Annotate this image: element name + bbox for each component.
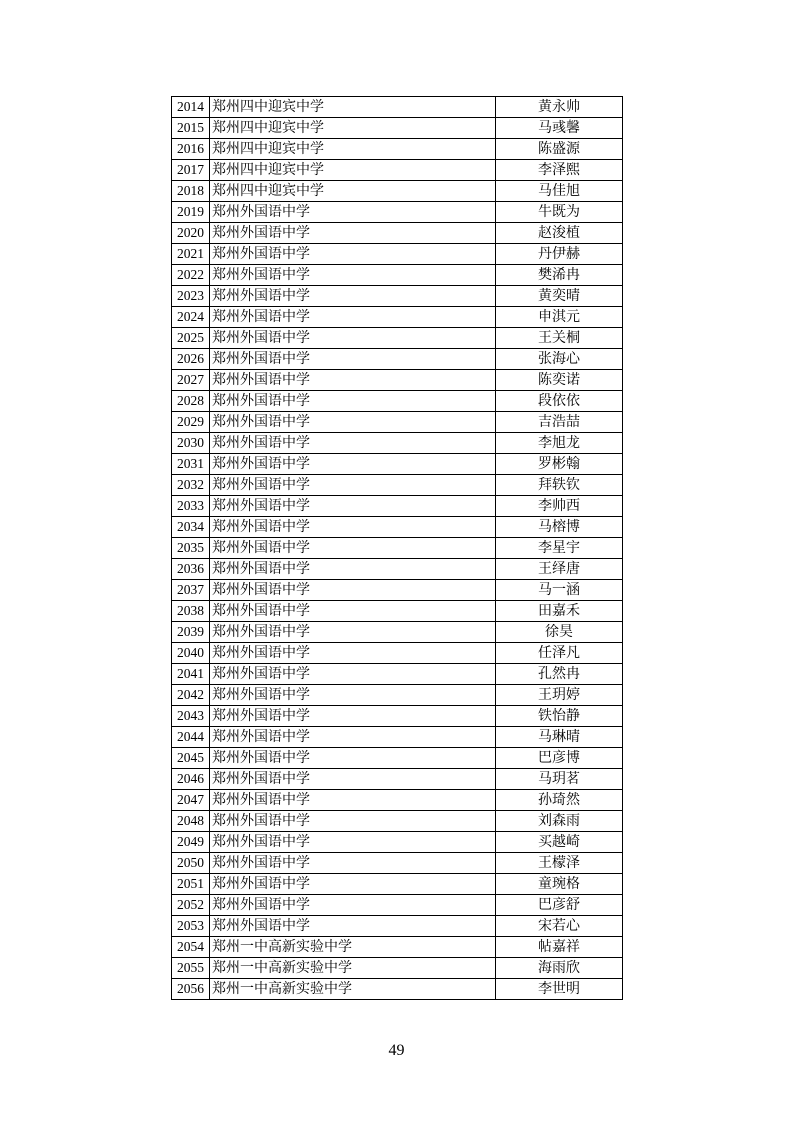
student-name-cell: 宋若心 bbox=[496, 916, 623, 937]
student-name-cell: 李星宇 bbox=[496, 538, 623, 559]
school-cell: 郑州外国语中学 bbox=[210, 727, 496, 748]
row-number-cell: 2025 bbox=[172, 328, 210, 349]
table-row bbox=[172, 139, 623, 160]
school-cell: 郑州一中高新实验中学 bbox=[210, 958, 496, 979]
table-row bbox=[172, 202, 623, 223]
table-row bbox=[172, 496, 623, 517]
student-name-cell: 李世明 bbox=[496, 979, 623, 1000]
school-cell: 郑州外国语中学 bbox=[210, 223, 496, 244]
school-cell: 郑州外国语中学 bbox=[210, 265, 496, 286]
table-row bbox=[172, 853, 623, 874]
school-cell: 郑州外国语中学 bbox=[210, 328, 496, 349]
row-number-cell: 2038 bbox=[172, 601, 210, 622]
school-cell: 郑州外国语中学 bbox=[210, 853, 496, 874]
student-name-cell: 王绎唐 bbox=[496, 559, 623, 580]
table-row bbox=[172, 559, 623, 580]
student-name-cell: 童琬格 bbox=[496, 874, 623, 895]
row-number-cell: 2014 bbox=[172, 97, 210, 118]
table-row bbox=[172, 601, 623, 622]
student-name-cell: 孙琦然 bbox=[496, 790, 623, 811]
student-name-cell: 陈盛源 bbox=[496, 139, 623, 160]
row-number-cell: 2032 bbox=[172, 475, 210, 496]
student-name-cell: 张海心 bbox=[496, 349, 623, 370]
student-name-cell: 拜轶钦 bbox=[496, 475, 623, 496]
row-number-cell: 2049 bbox=[172, 832, 210, 853]
row-number-cell: 2031 bbox=[172, 454, 210, 475]
school-cell: 郑州外国语中学 bbox=[210, 391, 496, 412]
student-name-cell: 申淇元 bbox=[496, 307, 623, 328]
student-name-cell: 牛既为 bbox=[496, 202, 623, 223]
row-number-cell: 2052 bbox=[172, 895, 210, 916]
table-row bbox=[172, 958, 623, 979]
student-name-cell: 王玥婷 bbox=[496, 685, 623, 706]
student-name-cell: 任泽凡 bbox=[496, 643, 623, 664]
row-number-cell: 2050 bbox=[172, 853, 210, 874]
school-cell: 郑州外国语中学 bbox=[210, 307, 496, 328]
page-number: 49 bbox=[388, 1042, 405, 1059]
table-row bbox=[172, 580, 623, 601]
table-row bbox=[172, 811, 623, 832]
table-row bbox=[172, 97, 623, 118]
table-row bbox=[172, 664, 623, 685]
student-name-cell: 黄永帅 bbox=[496, 97, 623, 118]
student-name-cell: 海雨欣 bbox=[496, 958, 623, 979]
row-number-cell: 2030 bbox=[172, 433, 210, 454]
student-name-cell: 刘森雨 bbox=[496, 811, 623, 832]
table-row bbox=[172, 769, 623, 790]
table-row bbox=[172, 727, 623, 748]
row-number-cell: 2029 bbox=[172, 412, 210, 433]
table-row bbox=[172, 475, 623, 496]
school-cell: 郑州外国语中学 bbox=[210, 454, 496, 475]
student-name-cell: 王关桐 bbox=[496, 328, 623, 349]
student-name-cell: 巴彦博 bbox=[496, 748, 623, 769]
school-cell: 郑州外国语中学 bbox=[210, 349, 496, 370]
row-number-cell: 2043 bbox=[172, 706, 210, 727]
row-number-cell: 2017 bbox=[172, 160, 210, 181]
school-cell: 郑州外国语中学 bbox=[210, 559, 496, 580]
table-row bbox=[172, 748, 623, 769]
school-cell: 郑州四中迎宾中学 bbox=[210, 97, 496, 118]
school-cell: 郑州一中高新实验中学 bbox=[210, 979, 496, 1000]
school-cell: 郑州外国语中学 bbox=[210, 748, 496, 769]
school-cell: 郑州外国语中学 bbox=[210, 538, 496, 559]
school-cell: 郑州外国语中学 bbox=[210, 790, 496, 811]
row-number-cell: 2019 bbox=[172, 202, 210, 223]
row-number-cell: 2045 bbox=[172, 748, 210, 769]
table-row bbox=[172, 181, 623, 202]
row-number-cell: 2042 bbox=[172, 685, 210, 706]
row-number-cell: 2039 bbox=[172, 622, 210, 643]
row-number-cell: 2028 bbox=[172, 391, 210, 412]
school-cell: 郑州外国语中学 bbox=[210, 643, 496, 664]
table-row bbox=[172, 454, 623, 475]
table-row bbox=[172, 223, 623, 244]
row-number-cell: 2022 bbox=[172, 265, 210, 286]
table-row bbox=[172, 118, 623, 139]
row-number-cell: 2035 bbox=[172, 538, 210, 559]
table-row bbox=[172, 244, 623, 265]
student-name-cell: 黄奕晴 bbox=[496, 286, 623, 307]
school-cell: 郑州四中迎宾中学 bbox=[210, 118, 496, 139]
table-row bbox=[172, 433, 623, 454]
school-cell: 郑州外国语中学 bbox=[210, 580, 496, 601]
student-name-cell: 马彧馨 bbox=[496, 118, 623, 139]
school-cell: 郑州外国语中学 bbox=[210, 811, 496, 832]
row-number-cell: 2033 bbox=[172, 496, 210, 517]
school-cell: 郑州外国语中学 bbox=[210, 475, 496, 496]
row-number-cell: 2037 bbox=[172, 580, 210, 601]
row-number-cell: 2020 bbox=[172, 223, 210, 244]
table-row bbox=[172, 412, 623, 433]
table-row bbox=[172, 706, 623, 727]
school-cell: 郑州外国语中学 bbox=[210, 664, 496, 685]
school-cell: 郑州外国语中学 bbox=[210, 433, 496, 454]
row-number-cell: 2021 bbox=[172, 244, 210, 265]
school-cell: 郑州外国语中学 bbox=[210, 244, 496, 265]
school-cell: 郑州四中迎宾中学 bbox=[210, 181, 496, 202]
student-name-cell: 陈奕诺 bbox=[496, 370, 623, 391]
row-number-cell: 2027 bbox=[172, 370, 210, 391]
table-row bbox=[172, 307, 623, 328]
table-row bbox=[172, 286, 623, 307]
row-number-cell: 2023 bbox=[172, 286, 210, 307]
school-cell: 郑州外国语中学 bbox=[210, 370, 496, 391]
school-cell: 郑州外国语中学 bbox=[210, 517, 496, 538]
student-name-cell: 买越崎 bbox=[496, 832, 623, 853]
student-name-cell: 李泽熙 bbox=[496, 160, 623, 181]
table-row bbox=[172, 517, 623, 538]
row-number-cell: 2018 bbox=[172, 181, 210, 202]
student-name-cell: 李旭龙 bbox=[496, 433, 623, 454]
row-number-cell: 2041 bbox=[172, 664, 210, 685]
school-cell: 郑州外国语中学 bbox=[210, 769, 496, 790]
table-row bbox=[172, 895, 623, 916]
table-row bbox=[172, 916, 623, 937]
student-name-cell: 马榕博 bbox=[496, 517, 623, 538]
student-name-cell: 罗彬翰 bbox=[496, 454, 623, 475]
row-number-cell: 2056 bbox=[172, 979, 210, 1000]
student-name-cell: 巴彦舒 bbox=[496, 895, 623, 916]
table-row bbox=[172, 538, 623, 559]
student-name-cell: 李帅西 bbox=[496, 496, 623, 517]
school-cell: 郑州外国语中学 bbox=[210, 916, 496, 937]
student-name-cell: 马琳晴 bbox=[496, 727, 623, 748]
student-name-cell: 吉浩喆 bbox=[496, 412, 623, 433]
row-number-cell: 2046 bbox=[172, 769, 210, 790]
school-cell: 郑州外国语中学 bbox=[210, 685, 496, 706]
row-number-cell: 2048 bbox=[172, 811, 210, 832]
row-number-cell: 2036 bbox=[172, 559, 210, 580]
school-cell: 郑州外国语中学 bbox=[210, 202, 496, 223]
student-name-cell: 王檬泽 bbox=[496, 853, 623, 874]
table-row bbox=[172, 160, 623, 181]
student-name-cell: 孔然冉 bbox=[496, 664, 623, 685]
student-name-cell: 徐昊 bbox=[496, 622, 623, 643]
school-cell: 郑州外国语中学 bbox=[210, 832, 496, 853]
school-cell: 郑州外国语中学 bbox=[210, 895, 496, 916]
student-name-cell: 帖嘉祥 bbox=[496, 937, 623, 958]
table-row bbox=[172, 265, 623, 286]
roster-table bbox=[171, 96, 623, 1000]
row-number-cell: 2040 bbox=[172, 643, 210, 664]
school-cell: 郑州外国语中学 bbox=[210, 286, 496, 307]
student-name-cell: 马玥茗 bbox=[496, 769, 623, 790]
table-row bbox=[172, 328, 623, 349]
student-name-cell: 段依依 bbox=[496, 391, 623, 412]
table-row bbox=[172, 643, 623, 664]
school-cell: 郑州外国语中学 bbox=[210, 412, 496, 433]
table-row bbox=[172, 391, 623, 412]
table-row bbox=[172, 349, 623, 370]
school-cell: 郑州外国语中学 bbox=[210, 601, 496, 622]
row-number-cell: 2053 bbox=[172, 916, 210, 937]
row-number-cell: 2051 bbox=[172, 874, 210, 895]
student-name-cell: 铁怡静 bbox=[496, 706, 623, 727]
row-number-cell: 2015 bbox=[172, 118, 210, 139]
school-cell: 郑州外国语中学 bbox=[210, 622, 496, 643]
student-name-cell: 丹伊赫 bbox=[496, 244, 623, 265]
student-name-cell: 樊浠冉 bbox=[496, 265, 623, 286]
table-row bbox=[172, 685, 623, 706]
row-number-cell: 2024 bbox=[172, 307, 210, 328]
school-cell: 郑州外国语中学 bbox=[210, 706, 496, 727]
row-number-cell: 2054 bbox=[172, 937, 210, 958]
school-cell: 郑州四中迎宾中学 bbox=[210, 139, 496, 160]
school-cell: 郑州一中高新实验中学 bbox=[210, 937, 496, 958]
table-row bbox=[172, 622, 623, 643]
row-number-cell: 2055 bbox=[172, 958, 210, 979]
table-row bbox=[172, 370, 623, 391]
student-name-cell: 田嘉禾 bbox=[496, 601, 623, 622]
table-row bbox=[172, 979, 623, 1000]
table-row bbox=[172, 832, 623, 853]
student-name-cell: 赵浚植 bbox=[496, 223, 623, 244]
table-row bbox=[172, 790, 623, 811]
table-row bbox=[172, 937, 623, 958]
row-number-cell: 2034 bbox=[172, 517, 210, 538]
row-number-cell: 2026 bbox=[172, 349, 210, 370]
school-cell: 郑州四中迎宾中学 bbox=[210, 160, 496, 181]
row-number-cell: 2044 bbox=[172, 727, 210, 748]
school-cell: 郑州外国语中学 bbox=[210, 874, 496, 895]
roster-table-body bbox=[172, 97, 623, 1000]
student-name-cell: 马一涵 bbox=[496, 580, 623, 601]
table-row bbox=[172, 874, 623, 895]
school-cell: 郑州外国语中学 bbox=[210, 496, 496, 517]
row-number-cell: 2016 bbox=[172, 139, 210, 160]
student-name-cell: 马佳旭 bbox=[496, 181, 623, 202]
row-number-cell: 2047 bbox=[172, 790, 210, 811]
